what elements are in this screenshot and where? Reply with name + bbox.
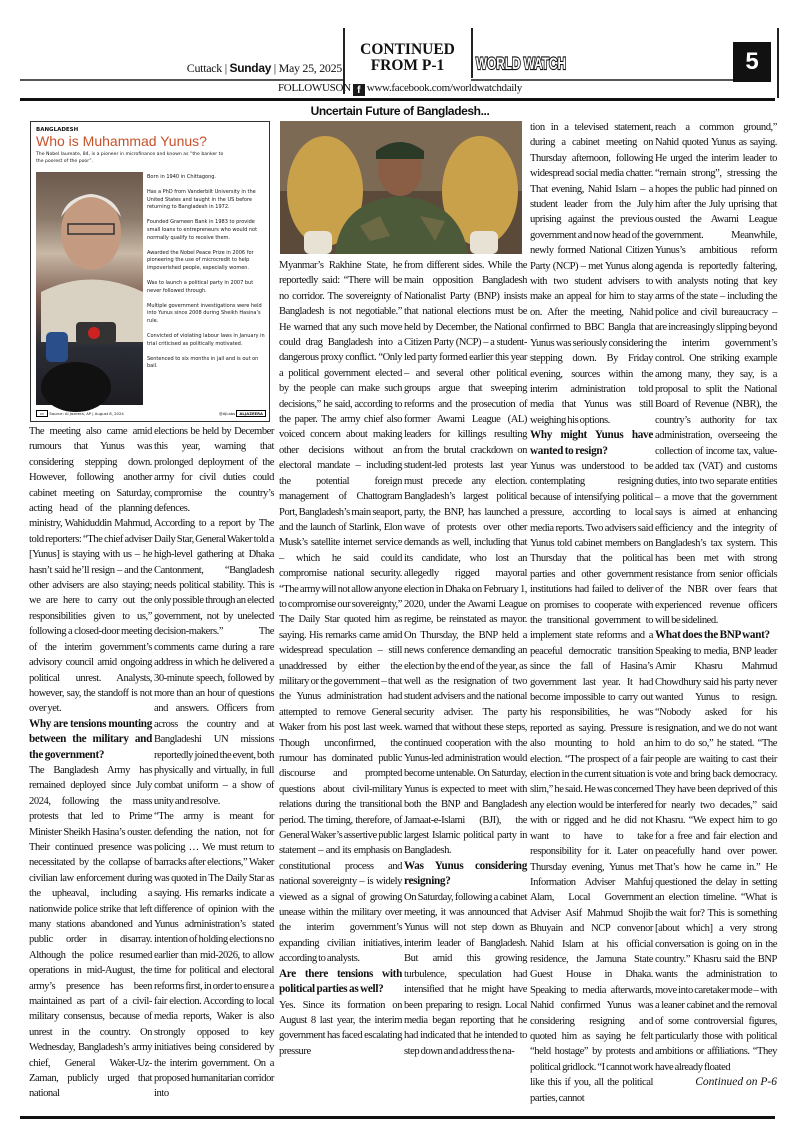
yunus-infographic	[30, 121, 270, 422]
infographic-facts	[147, 174, 267, 378]
world-watch-logo	[474, 42, 568, 78]
infographic-fact: Has a PhD from Vanderbilt University in the United States and taught in the US before returning to Bangladesh in 1972.	[147, 188, 256, 211]
article-column-4	[404, 258, 527, 1059]
article-column-5	[530, 120, 653, 1106]
army-chief-photo	[280, 121, 522, 254]
article-column-6	[655, 120, 777, 1091]
infographic-fact: Convicted of violating labour laws in January in trial criticised as politically motivated.	[147, 332, 265, 347]
infographic-handle: @AJLabs	[218, 411, 236, 416]
infographic-source: Source: Al Jazeera, AP	[49, 411, 92, 416]
article-column-3	[279, 258, 402, 1059]
follow-label: FOLLOWUSON	[277, 82, 351, 94]
infographic-title: Who is Muhammad Yunus?	[36, 133, 207, 149]
article-paragraph: Speaking to media, BNP leader Amir Khasru Mahmud Chowdhury said his party never wanted Yunus to resign. “Nobody asked for his resignation, and we do not want him to do so,” he stated. “The people are waiting to cast their vote and bring back democracy. They have been deprived of this for nearly two decades,” said Khasru. “We expect him to go for a free and fair election and peacefully hand over power. That’s how he came in.” He questioned the delay in setting an election timeline. “What is the wait for? This is something [about which] a very strong conversation is going on in the country.” Khasru said the BNP wants the administration to move into caretaker mode – with a leaner cabinet and the removal of some controversial figures, particularly those with political ambitions or affiliations. “They have already floated	[655, 645, 777, 1073]
infographic-tag: BANGLADESH	[36, 127, 79, 133]
article-paragraph: tion in a televised statement, during a cabinet meeting on Thursday afternoon, following widespread social media chatter. That evening, Nahid Islam – a student leader from the July uprising against the previous government and now head of the newly formed National Citizen Party (NCP) – met Yunus along with two student advisers to make an appeal for him to stay on. After the meeting, Nahid confirmed to BBC Bangla that Yunus was seriously considering stepping down. By Friday evening, sources within the interim administration told media that Yunus was still weighing his options.	[530, 122, 653, 426]
header-divider	[471, 28, 473, 78]
article-subheading: Are there tensions with political parties as well?	[279, 967, 402, 996]
logo-text: WORLD WATCH	[476, 54, 566, 73]
article-paragraph: Myanmar’s Rakhine State, he reportedly said: “There will be no corridor. The sovereignty of Bangladesh is not negotiable.” He warned that any such move could drag Bangladesh into a dangerous proxy conflict. “Only a political government elected by the people can make such decisions,” he said, according to the paper. The army chief also voiced concern about making other decisions without an electoral mandate – including the potential foreign management of Chattogram Port, Bangladesh’s main seaport, and the launch of Starlink, Elon Musk’s satellite internet service – which he said could compromise national security. “The army will not allow anyone to compromise our sovereignty,” The Daily Star quoted him as saying. His remarks came amid widespread speculation – still unaddressed by either the military or the government – that the Yunus administration had attempted to remove General Waker from his post last week. Though unconfirmed, the rumour has dominated public discourse and prompted questions about civil-military relations during the transitional period. The timing, therefore, of General Waker’s assertive public statement – and its emphasis on constitutional process and national sovereignty – is widely viewed as a signal of growing unease within the military over the interim government’s expanding civilian initiatives, according to analysts.	[279, 260, 402, 965]
article-subheading: Why are tensions mounting between the military and the government?	[29, 717, 152, 761]
follow-us	[0, 82, 800, 96]
article-subheading: Why might Yunus have wanted to resign?	[530, 429, 653, 457]
article-paragraph: “The army is meant for defending the nation, not for policing … We must return to barracks after elections,” Waker was quoted in The Daily Star as saying. His remarks indicate a difference of opinion with the Yunus administration’s stated intention of holding elections no earlier than mid-2026, to allow time for political and electoral reforms first, in order to ensure a fair election. According to local media reports, Waker is also strongly opposed to key initiatives being considered by the interim government. On a proposed humanitarian corridor into	[154, 811, 274, 1100]
infographic-fact: Awarded the Nobel Peace Prize in 2006 for pioneering the use of microcredit to help impoverished people, especially women.	[147, 249, 254, 272]
article-paragraph: On Saturday, following a cabinet meeting, it was announced that Yunus will not step down as interim leader of Bangladesh. But amid this growing turbulence, speculation had intensified that he might have been preparing to resign. Local media began reporting that he had indicated that he intended to step down and address the na-	[404, 891, 527, 1057]
article-paragraph: According to a report by The Daily Star, General Waker told a high-level gathering at Dhaka Cantonment, “Bangladesh needs political stability. This is only possible through an elected government, not by unelected decision-makers.” The comments came during a rare address in which he delivered a 30-minute speech, followed by more than an hour of questions and answers. Officers from across the country and at Bangladeshi UN missions reportedly joined the event, both physically and virtually, in full combat uniform – a show of unity and resolve.	[154, 518, 274, 807]
city: Cuttack	[186, 61, 223, 75]
date: May 25, 2025	[278, 61, 342, 75]
article-paragraph: elections be held by December this year, warning that prolonged deployment of the army for civil duties could compromise the country’s defences.	[154, 426, 274, 515]
infographic-fact: Founded Grameen Bank in 1983 to provide small loans to entrepreneurs who would not normally qualify to receive them.	[147, 219, 258, 241]
dateline: Cuttack | Sunday | May 25, 2025	[186, 61, 342, 75]
infographic-fact: Was to launch a political party in 2007 but never followed through.	[147, 279, 254, 294]
continued-line-1: CONTINUED	[360, 41, 455, 58]
section-kicker: Uncertain Future of Bangladesh...	[310, 104, 490, 118]
infographic-date: August 8, 2024	[94, 411, 124, 416]
masthead-rule	[20, 98, 775, 101]
cc-icon: cc	[36, 410, 48, 417]
yunus-photo	[36, 172, 143, 405]
bottom-rule	[20, 1116, 775, 1119]
article-paragraph: The Bangladesh Army has remained deployed since July 2024, following the mass protests that led to Prime Minister Sheikh Hasina’s ouster. Their continued presence was necessitated by the collapse of civilian law enforcement during the upheaval, including a nationwide police strike that left many stations abandoned and public order in disarray. Although the police resumed operations in mid-August, the army’s presence has been maintained as part of a civil-military consensus, because of unrest in the country. On Wednesday, Bangladesh’s army chief, General Waker-Uz-Zaman, publicly urged that national	[29, 764, 152, 1100]
article-paragraph: from different sides. While the main opposition Bangladesh Nationalist Party (BNP) insists that national elections must be held by December, the National Citizen Party (NCP) – a student-led party formed earlier this year – and several other political groups argue that sweeping reforms and the prosecution of former Awami League (AL) leaders for killings resulting from the brutal crackdown on student-led protests last year must precede any election. Bangladesh’s largest political party, the BNP, has launched a wave of protests over other demands as well, including that its candidate, who lost an allegedly rigged mayoral election in Dhaka on February 1, 2020, under the Awami League regime, be reinstated as mayor. On Thursday, the BNP held a news conference demanding an election by the end of the year, as well as the resignation of two student advisers and the national security adviser. The party warned that without these steps, continued cooperation with the Yunus-led administration would become untenable. On Saturday, Yunus is expected to meet with both the BNP and Bangladesh Jamaat-e-Islami (BJI), the largest Islamic political party in Bangladesh.	[404, 260, 527, 857]
article-column-2	[154, 424, 274, 1102]
continued-label	[345, 42, 470, 74]
infographic-fact: Born in 1940 in Chittagong.	[147, 174, 217, 180]
continued-on-link[interactable]: Continued on P-6	[695, 1076, 777, 1089]
article-column-1	[29, 424, 152, 1102]
infographic-fact: Sentenced to six months in jail and is out on bail.	[147, 355, 259, 370]
facebook-link[interactable]: www.facebook.com/worldwatchdaily	[366, 82, 523, 94]
facebook-icon: f	[353, 84, 365, 96]
header-rule	[20, 79, 343, 81]
page-number: 5	[733, 42, 771, 82]
header-rule	[471, 79, 761, 81]
infographic-fact: Multiple government investigations were held into Yunus since 2008 during Sheikh Hasina’s rule.	[147, 302, 262, 325]
day: Sunday	[229, 61, 272, 75]
article-subheading: Was Yunus considering resigning?	[404, 859, 527, 888]
article-paragraph: Yunus was understood to be contemplating resigning because of intensifying political pressure, according to local media reports. Two advisers said Yunus told cabinet members on Thursday that the political parties and other government institutions had failed to deliver on promises to cooperate with the transitional government to implement state reforms and a peaceful democratic transition since the fall of Hasina’s government last year. It had become impossible to carry out his responsibilities, he was reported as saying. Pressure is also mounting to hold an election. “The prospect of a fair election in the current situation is slim,” he said. He was concerned any election would be interfered with or rigged and he did not want to have to take responsibility for it. Later on Thursday evening, Yunus met Information Adviser Mahfuj Alam, Local Government Adviser Asif Mahmud Shojib Bhuyain and NCP convenor Nahid Islam at his official residence, the Jamuna State Guest House in Dhaka. Speaking to media afterwards, Nahid confirmed Yunus was considering resigning and quoted him as saying he felt “held hostage” by protests and political gridlock. “I cannot work like this if you, all the political parties, cannot	[530, 460, 654, 1104]
article-subheading: What does the BNP want?	[655, 629, 770, 642]
infographic-footer: cc Source: Al Jazeera, AP | August 8, 2024 @AJLabs ALJAZEERA	[36, 411, 266, 416]
article-paragraph: reach a common ground,” Nahid quoted Yunus as saying. He urged the interim leader to “remain strong”, stressing the hopes the public had pinned on him after the July uprising that ousted the Awami League government. Meanwhile, Yunus’s ambitious reform agenda is reportedly faltering, with analysts noting that key arms of the state – including the police and civil bureaucracy – are increasingly slipping beyond the interim government’s control. One striking example among many, they say, is a proposal to split the National Board of Revenue (NBR), the country’s authority for tax administration, overseeing the collection of income tax, value-added tax (VAT) and customs duties, into two separate entities – a move that the government says is aimed at enhancing efficiency and the integrity of Bangladesh’s tax system. This has been met with strong resistance from senior officials of the NBR over fears that experienced revenue officers will be sidelined.	[655, 122, 777, 626]
aljazeera-logo: ALJAZEERA	[236, 410, 266, 417]
article-paragraph: Yes. Since its formation on August 8 last year, the interim government has faced escalating pressure	[279, 999, 402, 1057]
infographic-subtitle: The Nobel laureate, 84, is a pioneer in microfinance and known as “the banker to the poorest of the poor”.	[36, 152, 224, 164]
article-paragraph: The meeting also came amid rumours that Yunus was considering stepping down. However, following another cabinet meeting on Saturday, acting head of the planning ministry, Wahiduddin Mahmud, told reporters: “The chief adviser [Yunus] is staying with us – he hasn’t said he’ll resign – and the other advisers are also staying; we are here to carry out the responsibilities given to us,” following a closed-door meeting of the interim government’s advisory council amid ongoing political unrest. Analysts, however, say, the standoff is not over yet.	[29, 426, 152, 715]
continued-line-2: FROM P-1	[370, 57, 445, 74]
